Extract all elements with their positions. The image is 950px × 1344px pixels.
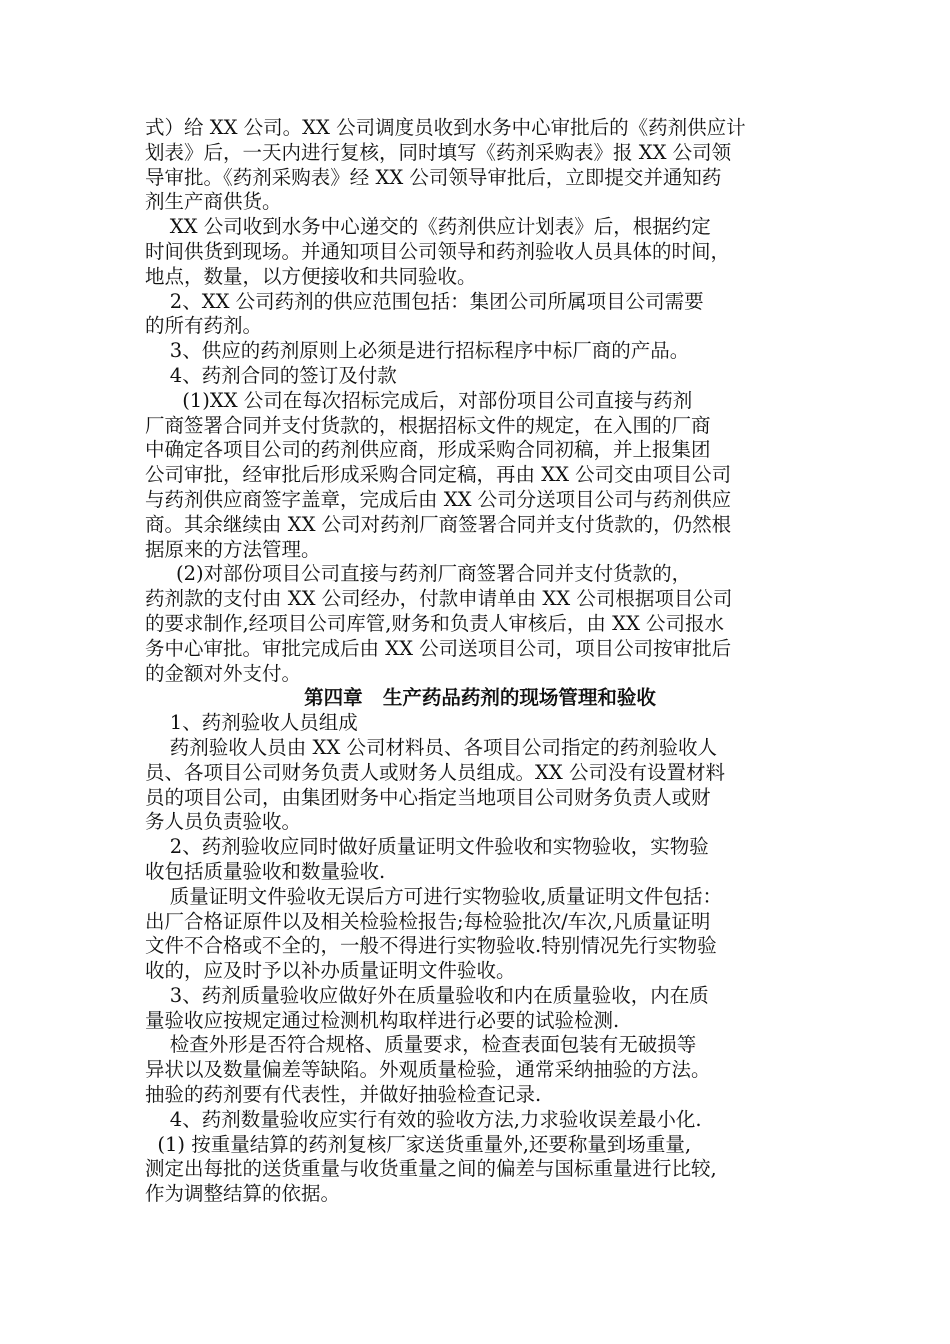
text-line: 中确定各项目公司的药剂供应商，形成采购合同初稿，并上报集团: [145, 438, 711, 462]
text-line: 1、药剂验收人员组成: [145, 711, 358, 735]
text-line: 厂商签署合同并支付货款的，根据招标文件的规定，在入围的厂商: [145, 413, 711, 437]
text-line: (2)对部份项目公司直接与药剂厂商签署合同并支付货款的，: [145, 562, 692, 586]
text-line: (1)XX 公司在每次招标完成后，对部份项目公司直接与药剂: [145, 388, 693, 412]
text-line: 质量证明文件验收无误后方可进行实物验收,质量证明文件包括：: [145, 884, 722, 908]
text-line: 导审批。《药剂采购表》经 XX 公司领导审批后，立即提交并通知药: [145, 165, 722, 189]
text-line: 量验收应按规定通过检测机构取样进行必要的试验检测.: [145, 1008, 620, 1032]
document-body: [145, 116, 815, 1207]
text-line: 收的，应及时予以补办质量证明文件验收。: [145, 959, 516, 983]
text-line: 与药剂供应商签字盖章，完成后由 XX 公司分送项目公司与药剂供应: [145, 487, 732, 511]
text-line: 检查外形是否符合规格、质量要求，检查表面包装有无破损等: [145, 1033, 697, 1057]
text-line: 地点，数量，以方便接收和共同验收。: [145, 264, 477, 288]
text-line: 的要求制作,经项目公司库管,财务和负责人审核后，由 XX 公司报水: [145, 611, 725, 635]
text-line: 文件不合格或不全的，一般不得进行实物验收.特别情况先行实物验: [145, 934, 717, 958]
text-line: 异状以及数量偏差等缺陷。外观质量检验，通常采纳抽验的方法。: [145, 1058, 711, 1082]
chapter-heading: 第四章 生产药品药剂的现场管理和验收: [304, 686, 656, 710]
text-line: 药剂验收人员由 XX 公司材料员、各项目公司指定的药剂验收人: [145, 735, 717, 759]
text-line: 时间供货到现场。并通知项目公司领导和药剂验收人员具体的时间，: [145, 239, 731, 263]
text-line: 员、各项目公司财务负责人或财务人员组成。XX 公司没有设置材料: [145, 760, 725, 784]
text-line: 务人员负责验收。: [145, 810, 302, 834]
text-line: 据原来的方法管理。: [145, 537, 321, 561]
text-line: 2、药剂验收应同时做好质量证明文件验收和实物验收，实物验: [145, 835, 709, 859]
text-line: 务中心审批。审批完成后由 XX 公司送项目公司，项目公司按审批后: [145, 636, 732, 660]
text-line: XX 公司收到水务中心递交的《药剂供应计划表》后，根据约定: [145, 215, 711, 239]
text-line: (1) 按重量结算的药剂复核厂家送货重量外,还要称量到场重量,: [145, 1132, 692, 1156]
text-line: 划表》后，一天内进行复核，同时填写《药剂采购表》报 XX 公司领: [145, 140, 732, 164]
text-line: 的所有药剂。: [145, 314, 263, 338]
text-line: 商。其余继续由 XX 公司对药剂厂商签署合同并支付货款的，仍然根: [145, 512, 732, 536]
text-line: 抽验的药剂要有代表性，并做好抽验检查记录.: [145, 1083, 542, 1107]
text-line: 药剂款的支付由 XX 公司经办，付款申请单由 XX 公司根据项目公司: [145, 587, 733, 611]
text-line: 4、药剂合同的签订及付款: [145, 363, 397, 387]
text-line: 公司审批，经审批后形成采购合同定稿，再由 XX 公司交由项目公司: [145, 463, 732, 487]
text-line: 2、XX 公司药剂的供应范围包括：集团公司所属项目公司需要: [145, 289, 704, 313]
text-line: 4、药剂数量验收应实行有效的验收方法,力求验收误差最小化.: [145, 1107, 702, 1131]
text-line: 测定出每批的送货重量与收货重量之间的偏差与国标重量进行比较,: [145, 1157, 717, 1181]
text-line: 员的项目公司，由集团财务中心指定当地项目公司财务负责人或财: [145, 785, 711, 809]
text-line: 的金额对外支付。: [145, 661, 302, 685]
text-line: 式）给 XX 公司。XX 公司调度员收到水务中心审批后的《药剂供应计: [145, 116, 746, 139]
text-line: 3、供应的药剂原则上必须是进行招标程序中标厂商的产品。: [145, 339, 690, 363]
text-line: 出厂合格证原件以及相关检验检报告;每检验批次/车次,凡质量证明: [145, 909, 711, 933]
text-line: 作为调整结算的依据。: [145, 1182, 341, 1206]
text-line: 收包括质量验收和数量验收.: [145, 859, 386, 883]
text-line: 剂生产商供货。: [145, 190, 282, 214]
text-line: 3、药剂质量验收应做好外在质量验收和内在质量验收，内在质: [145, 983, 709, 1007]
